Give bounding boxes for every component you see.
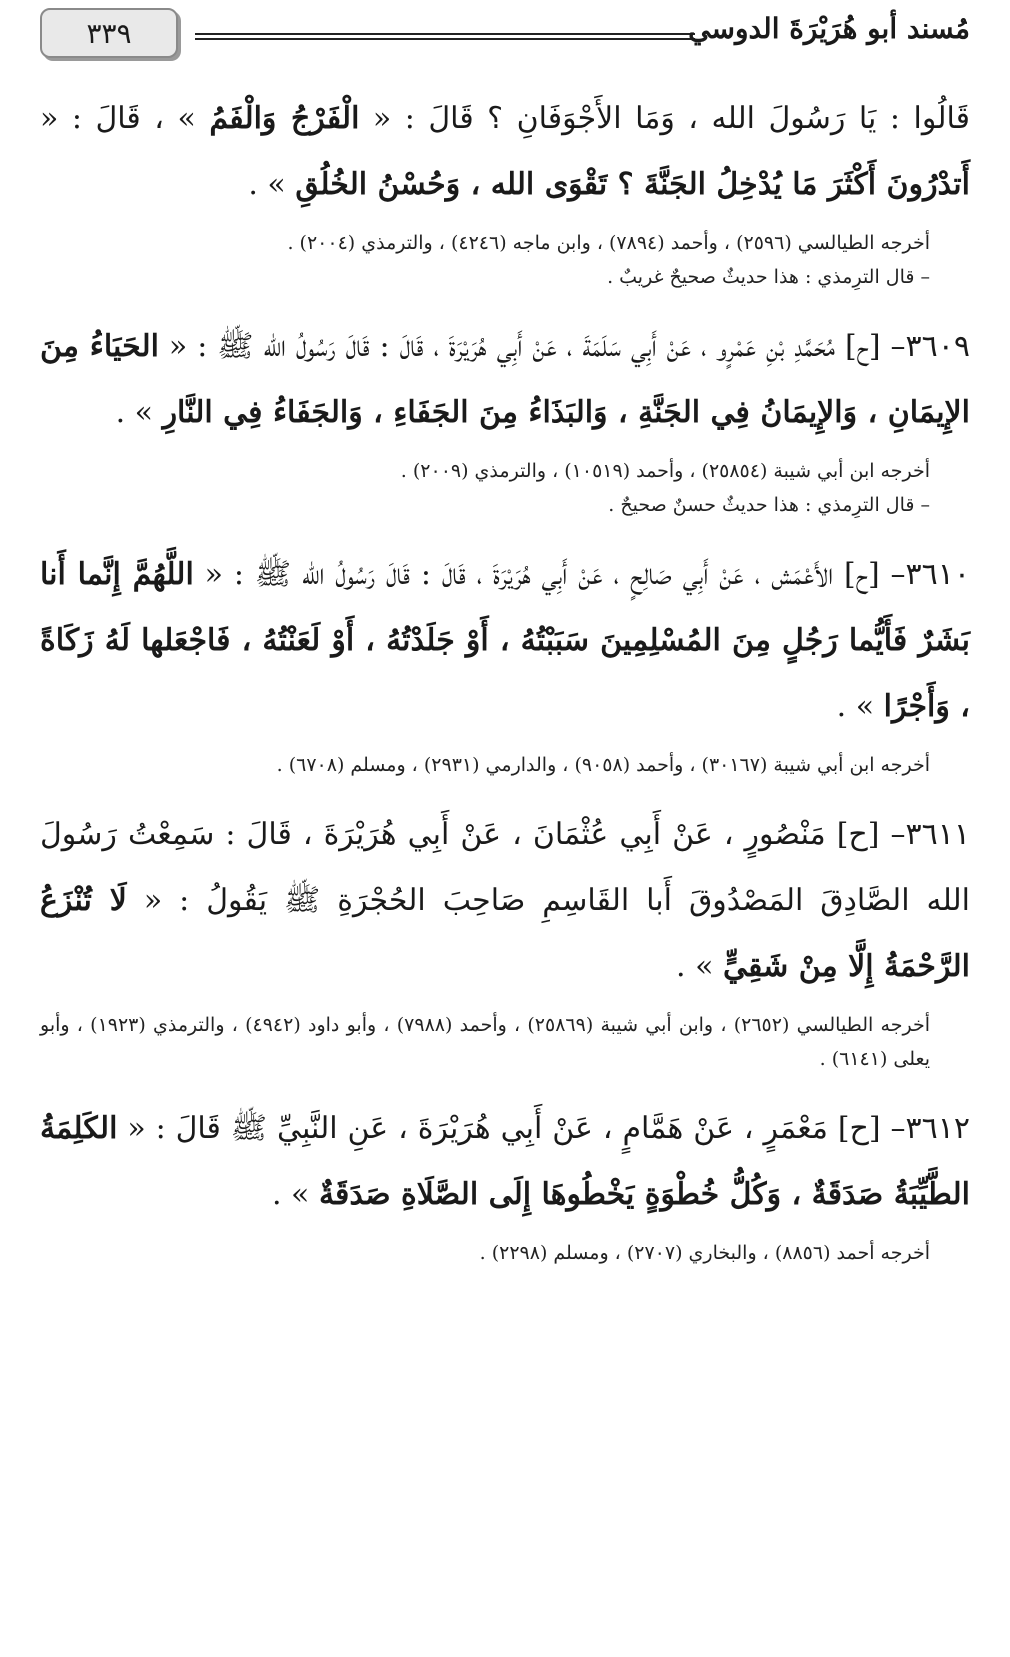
hadith-text — [40, 542, 970, 740]
hadith-matn: الكَلِمَةُ الطَّيِّبَةُ صَدَقَةٌ ، وَكُلُّ خُطْوَةٍ يَخْطُوهَا إِلَى الصَّلَاةِ صَدَقَةٌ — [40, 1111, 970, 1212]
takhrij-note: أخرجه الطيالسي (٢٦٥٢) ، وابن أبي شيبة (٢٥٨٦٩) ، وأحمد (٧٩٨٨) ، وأبو داود (٤٩٤٢) ، والترمذي (١٩٢٣) ، وأبو يعلى (٦١٤١) . — [40, 1014, 930, 1070]
takhrij-note: أخرجه الطيالسي (٢٥٩٦) ، وأحمد (٧٨٩٤) ، وابن ماجه (٤٢٤٦) ، والترمذي (٢٠٠٤) . — [287, 232, 930, 254]
header-divider — [195, 33, 695, 40]
hadith-matn: الحَيَاءُ مِنَ الإِيمَانِ ، وَالإِيمَانُ فِي الجَنَّةِ ، وَالبَذَاءُ مِنَ الجَفَاءِ ، وَالجَفَاءُ فِي النَّارِ — [40, 329, 970, 430]
hadith-matn: اللَّهُمَّ إِنَّما أَنا بَشَرٌ فَأَيُّما رَجُلٍ مِنَ المُسْلِمِينَ سَبَبْتُهُ ، أَوْ جَلَدْتُهُ ، أَوْ لَعَنْتُهُ ، فَاجْعَلها لَهُ زَكَاةً ، وَأَجْرًا — [40, 557, 970, 724]
hadith-end: » . — [676, 949, 723, 984]
hadith-matn: لَا تُنْزَعُ الرَّحْمَةُ إِلَّا مِنْ شَقِيٍّ — [40, 883, 970, 984]
hadith-chain: قَالُوا : يَا رَسُولَ الله ، وَمَا الأَجْوَفَانِ ؟ قَالَ : « — [359, 101, 970, 136]
hadith-chain: » ، قَالَ : « — [40, 101, 210, 136]
page-body — [40, 86, 970, 1270]
hadith-text — [40, 86, 970, 218]
hadith-chain: ٣٦١٠– [ح] الأَعْمَش ، عَنْ أَبِي صَالِحٍ ، عَنْ أَبِي هُرَيْرَةَ ، قَالَ : قَالَ رَسُولُ الله ﷺ : « — [193, 557, 970, 592]
page-number: ٣٣٩ — [86, 16, 132, 50]
hadith-chain: ٣٦٠٩– [ح] مُحَمَّدِ بْنِ عَمْرٍو ، عَنْ أَبِي سَلَمَةَ ، عَنْ أَبِي هُرَيْرَةَ ، قَالَ : قَالَ رَسُولُ الله ﷺ : « — [158, 329, 970, 364]
hadith-end: » . — [271, 1177, 319, 1212]
hadith-text — [40, 1096, 970, 1228]
takhrij-note: أخرجه ابن أبي شيبة (٢٥٨٥٤) ، وأحمد (١٠٥١٩) ، والترمذي (٢٠٠٩) . — [400, 460, 930, 482]
page-header — [0, 0, 1010, 64]
hadith-chain: ٣٦١١– [ح] مَنْصُورٍ ، عَنْ أَبِي عُثْمَانَ ، عَنْ أَبِي هُرَيْرَةَ ، قَالَ : سَمِعْتُ رَسُولَ الله الصَّادِقَ المَصْدُوقَ أَبا القَاسِمِ صَاحِبَ الحُجْرَةِ ﷺ يَقُولُ : « — [40, 817, 970, 918]
hadith-end: » . — [115, 395, 163, 430]
takhrij-note: أخرجه أحمد (٨٨٥٦) ، والبخاري (٢٧٠٧) ، ومسلم (٢٢٩٨) . — [479, 1242, 930, 1264]
hadith-chain: ٣٦١٢– [ح] مَعْمَرٍ ، عَنْ هَمَّامٍ ، عَنْ أَبِي هُرَيْرَةَ ، عَنِ النَّبِيِّ ﷺ قَالَ : « — [117, 1111, 970, 1146]
hadith-end: » . — [248, 167, 296, 202]
hadith-text — [40, 314, 970, 446]
hadith-matn: أَتدْرُونَ أَكْثَرَ مَا يُدْخِلُ الجَنَّةَ ؟ تَقْوَى الله ، وَحُسْنُ الخُلُقِ — [295, 167, 970, 202]
hadith-matn: الْفَرْجُ وَالْفَمُ — [209, 101, 360, 136]
page-number-badge — [40, 8, 178, 58]
running-title: مُسند أبو هُرَيْرَةَ الدوسي — [688, 12, 970, 45]
takhrij-note: أخرجه ابن أبي شيبة (٣٠١٦٧) ، وأحمد (٩٠٥٨) ، والدارمي (٢٩٣١) ، ومسلم (٦٧٠٨) . — [276, 754, 930, 776]
grading-note: – قال الترِمذي : هذا حديثٌ صحيحٌ غريبٌ . — [607, 266, 930, 288]
grading-note: – قال الترِمذي : هذا حديثٌ حسنٌ صحيحٌ . — [608, 494, 930, 516]
hadith-text — [40, 802, 970, 1000]
hadith-end: » . — [836, 689, 884, 724]
